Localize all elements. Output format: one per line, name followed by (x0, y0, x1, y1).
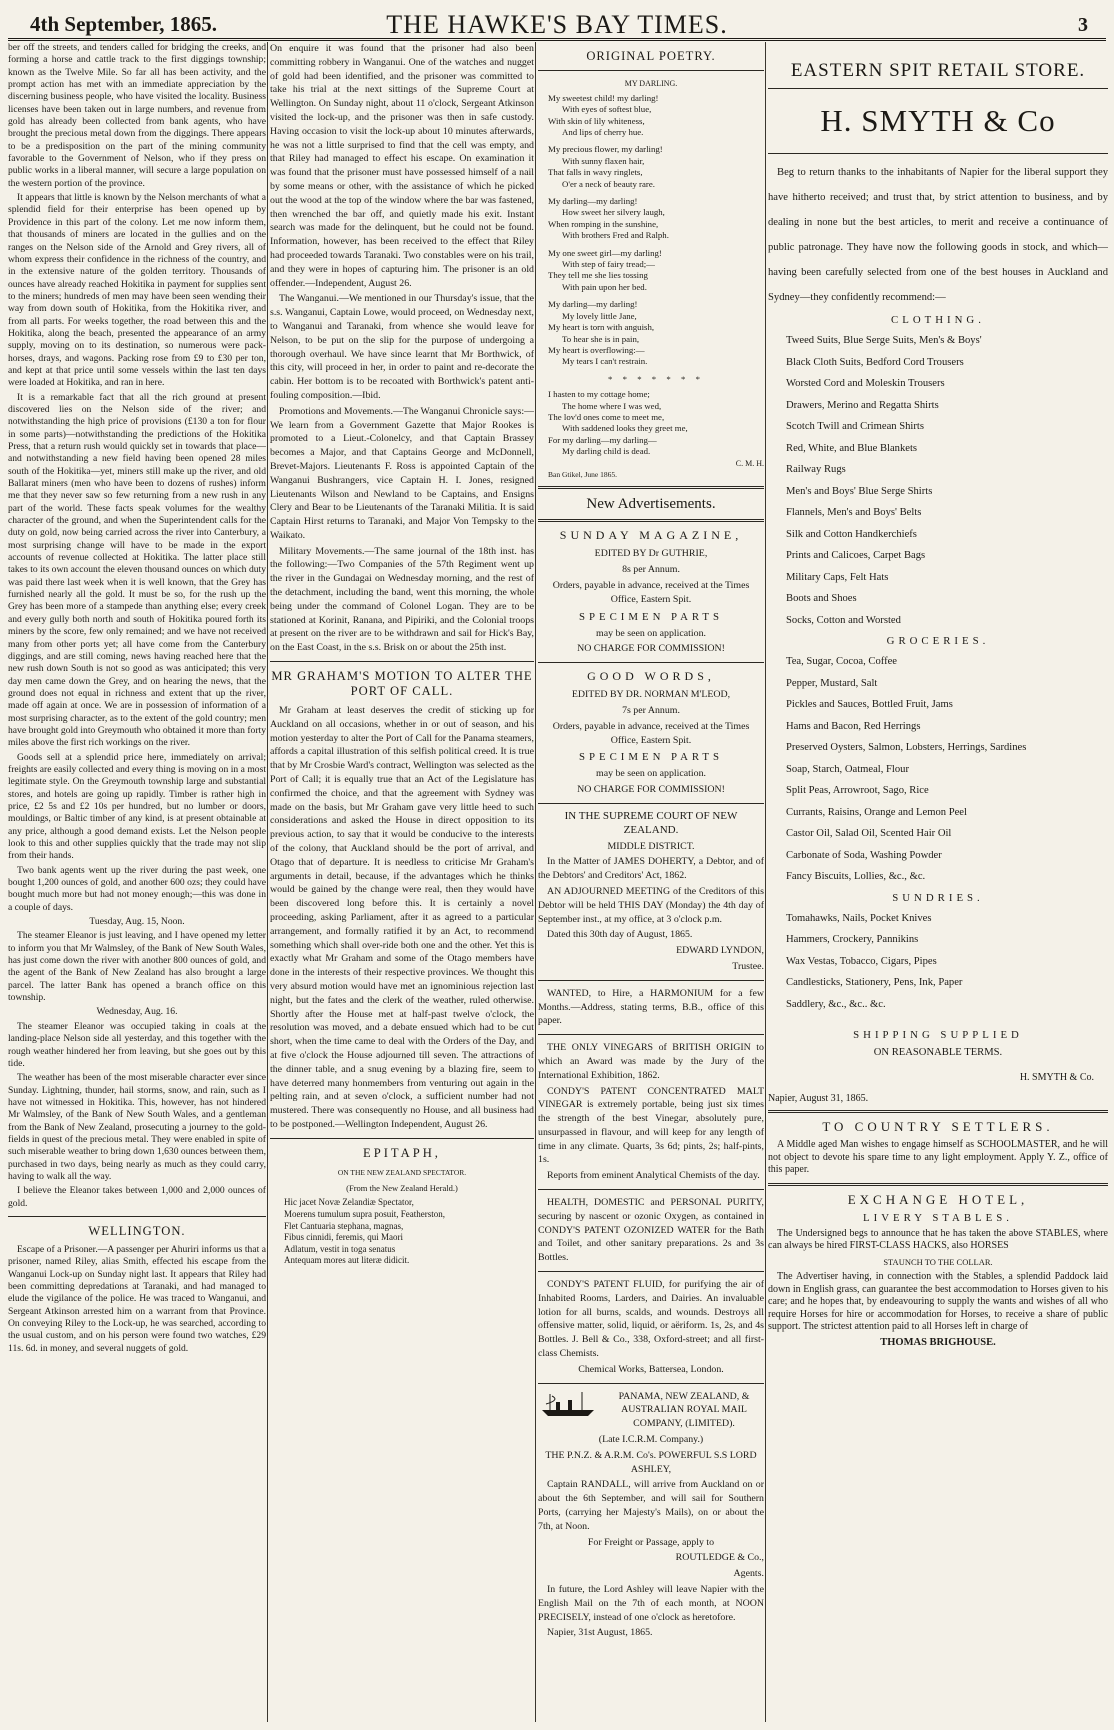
column-rule (765, 42, 766, 1722)
ad-title: IN THE SUPREME COURT OF NEW ZEALAND. (564, 809, 738, 836)
terms-line: ON REASONABLE TERMS. (873, 1047, 1003, 1058)
ad-line: 8s per Annum. (622, 564, 680, 576)
divider (538, 1034, 764, 1035)
ad-line: Orders, payable in advance, received at the Times Office, Eastern Spit. (552, 579, 750, 605)
poem-line: They tell me she lies tossing (548, 270, 648, 281)
ad-title: SUNDAY MAGAZINE, (559, 528, 743, 543)
poem-line: With pain upon her bed. (562, 281, 647, 292)
column-rule (267, 42, 268, 1722)
poem-line: The lov'd ones come to meet me, (548, 411, 665, 422)
ad-body: WANTED, to Hire, a HARMONIUM for a few Months.—Address, stating terms, B.B., office of this paper. (538, 987, 764, 1027)
poem-line: With brothers Fred and Ralph. (562, 230, 669, 241)
subheading: ON THE NEW ZEALAND SPECTATOR. (337, 1167, 467, 1177)
section-heading: ORIGINAL POETRY. (586, 49, 716, 63)
divider (768, 1183, 1108, 1186)
list-item: Saddlery, &c., &c.. &c. (786, 998, 886, 1010)
ad-line: Orders, payable in advance, received at the Times Office, Eastern Spit. (552, 720, 750, 746)
column-4 (768, 42, 1108, 1722)
divider (270, 1138, 534, 1139)
list-item: Military Caps, Felt Hats (786, 571, 889, 583)
poem-line: I hasten to my cottage home; (548, 389, 650, 400)
divider (538, 519, 764, 522)
poem-line: And lips of cherry hue. (562, 127, 644, 138)
list-item: Scotch Twill and Crimean Shirts (786, 421, 924, 432)
ad-body: THE ONLY VINEGARS of BRITISH ORIGIN to which an Award was made by the Jury of the International Exhibition, 1862. (538, 1042, 764, 1081)
ad-line: Dated this 30th day of August, 1865. (547, 929, 693, 941)
list-item: Carbonate of Soda, Washing Powder (786, 849, 942, 861)
divider (538, 1383, 764, 1384)
list-item: Hammers, Crockery, Pannikins (786, 934, 919, 945)
ad-line: (Late I.C.R.M. Company.) (598, 1434, 704, 1446)
firm-name: H. SMYTH & Co (820, 103, 1056, 138)
ad-title: PANAMA, NEW ZEALAND, & AUSTRALIAN ROYAL MAIL COMPANY, (LIMITED). (618, 1390, 750, 1430)
ad-signature: THOMAS BRIGHOUSE. (880, 1336, 996, 1348)
divider (538, 662, 764, 663)
article-paragraph: It is a remarkable fact that all the rich ground at present discovered lies on the Nelson side of the river; and notwithstanding the high price of provisions (£130 a ton for flour in some parts)—notwithstanding the predictions of the Hokitika Press, that a return rush would quickly set in towards that place—and notwithstanding a new field having been opened 28 miles south of the Hokitika—yet, miners still make up the river, and old Ballarat miners (men who have been to dozens of rushes) inform me that they never saw so few returning from a new rush in any part of the world. These facts speak volumes for the wealthy character of the ground, and when the Superintendent calls for the duty on gold, now being carried across the river into Canterbury, a most surprising change will have to be made in the export accounts of revenue collected at Hokitika. The latter place still takes to its own account the eleven thousand ounces on which duty was paid there last week when it is well known, that the Grey has furnished nearly all the gold. It must be so, for the rush up the Grey has been more of a stampede than anything else; every creek and every gully both north and south of Hokitika poured forth its miners by the score, few only remained; and we have not received many from other ports yet; all have come from the Canterbury diggings, and are still coming, news having reached here that the new rush down South is not so good as was anticipated; this very day men came down the Grey, and on hearing the news, that the ground does not equal in richness and extent that up the river, made off again at once. We are in possession of information of a most surprising character, as to the extent of the gold country; men have brought gold into Greymouth who obtained it more than forty miles above the first rich workings on the river. (8, 391, 266, 749)
article-paragraph: Mr Graham at least deserves the credit of sticking up for Auckland on all occasions, whether in or out of season, and his motion yesterday to alter the Port of Call for the Panama steamers, affords a capital illustration of this selfish political creed. It is true that by Mr Crosbie Ward's contract, Wellington was selected as the Port of Call; it is equally true that an Act of the Legislature has confirmed the choice, and that the agreement with Sydney was made on the basis, but Mr Graham gave very little heed to such considerations and asked the House in direct opposition to its previous action, to say that it would be conducive to the interests of the colony, that Auckland should be the port of arrival, and Otago that of departure. It is needless to criticise Mr Graham's arguments in detail, because, if the advantages which he thinks would be gained by the change were real, then they would have been discovered long before this. It is certainly a novel proceeding, asking Parliament, after it as agreed to a particular arrangement, and formally ratified it by an Act, to recommend something which shall over-ride both one and the other. Yet this is exactly what Mr Graham and some of the Otago members have done in the interests of their respective provinces. We thought this very absurd motion would have met an ignominious rejection last night, but the fates and the clerk of the weather, ruled otherwise. Shortly after the House met at half-past twelve o'clock, the resolution was moved, and a debate ensued which had to be cut short, when the time came to deal with the Orders of the Day, and at five o'clock the House adjourned till seven. The attractions of the dinner table, and a snug evening by a blazing fire, seem to have deterred many honmembers from venturing out again in the pelting rain, and at seven o'clock, a sufficient number had not mustered. There was consequently no House, and all business had to be postponed.—Wellington Independent, August 26. (270, 705, 534, 1130)
poem-line: That falls in wavy ringlets, (548, 167, 643, 178)
divider (768, 88, 1108, 89)
list-item: Tomahawks, Nails, Pocket Knives (786, 912, 932, 924)
article-paragraph: Promotions and Movements.—The Wanganui Chronicle says:—We learn from a Government Gazette that Major Rookes is promoted to a Lieut.-Colonelcy, and that Captain Brassey becomes a Major, and that Captains George and McDonnell, Brevet-Majors. Lieutenants F. Ross is appointed Captain of the Wanganui Bushrangers, vice Captain H. I. Jones, resigned Lieutenants Wilson and Newland to be Captains, and Ensigns Clery and Bear to be Lieutenants of the Taranaki Militia. It is said Captain Hirst returns to Taranaki, and Major Von Tempsky to the Waikato. (270, 405, 534, 541)
column-1 (8, 42, 266, 1722)
list-item: Red, White, and Blue Blankets (786, 442, 918, 454)
store-signature: H. SMYTH & Co. (1019, 1072, 1094, 1083)
poem-line: My precious flower, my darling! (548, 144, 663, 155)
poem-line: With eyes of softest blue, (562, 104, 652, 115)
ad-title: TO COUNTRY SETTLERS. (822, 1119, 1054, 1134)
ad-line: 7s per Annum. (622, 704, 680, 716)
list-item: Silk and Cotton Handkerchiefs (786, 528, 917, 540)
store-title: EASTERN SPIT RETAIL STORE. (790, 60, 1086, 81)
poem-line: For my darling—my darling— (548, 434, 657, 445)
poem-line: With step of fairy tread;— (562, 259, 655, 270)
list-item: Candlesticks, Stationery, Pens, Ink, Paper (786, 977, 963, 988)
ad-line: EDITED BY Dr GUTHRIE, (594, 548, 708, 560)
list-item: Pickles and Sauces, Bottled Fruit, Jams (786, 699, 953, 710)
masthead (8, 4, 1106, 41)
ad-line: Chemical Works, Battersea, London. (578, 1363, 724, 1375)
poem-line: My sweetest child! my darling! (548, 92, 659, 103)
article-paragraph: On enquire it was found that the prisoner had also been committing robbery in Wanganui. One of the watches and nugget of gold had been identified, and the prisoner was committed to take his trial at the next sittings of the Supreme Court at Wellington. On Sunday night, about 11 o'clock, Sergeant Atkinson visited the lock-up, and the prisoner was then in safe custody. Having occasion to visit the lock-up about 10 minutes afterwards, he was not a little surprised to find that the cell was empty, and that Riley had managed to effect his escape. On examination it was found that the prisoner must have possessed himself of a nail by some means or other, with the assistance of which he picked out the wood at the top of the window where the bar was fastened, then wrenched the bar off, and quietly made his exit. Instant search was made for the delinquent, but he could not be found. Information, however, has been received to the effect that Riley had proceeded towards Taranaki. Two constables were on his trail, and they were in hopes of capturing him. The prisoner is an old offender.—Independent, August 26. (270, 43, 534, 289)
list-item: Boots and Shoes (786, 593, 857, 604)
column-2 (270, 42, 534, 1722)
article-paragraph: I believe the Eleanor takes between 1,000 and 2,000 ounces of gold. (8, 1185, 266, 1209)
ad-line: STAUNCH TO THE COLLAR. (883, 1256, 993, 1267)
source-note: (From the New Zealand Herald.) (346, 1182, 458, 1193)
verse-line: Fibus cinnidi, feremis, qui Maori (284, 1232, 403, 1243)
poem-title: MY DARLING. (624, 79, 678, 88)
article-paragraph: ber off the streets, and tenders called for bridging the creeks, and forming a horse and cattle track to the first diggings township; known as the Twelve Mile. So far all has been activity, and the prompt action has met with an immediate appreciation by the discerning business people, who have visited the locality. Business licenses have been taken out in large numbers, and revenue from gold has already been collected from bank agents, who have brought the precious metal down from the diggings. There appears to be a predisposition on the part of the mining community favorable to the Government of Nelson, who if they press on public works in a liberal manner, will secure a large population on the western portion of the province. (8, 42, 266, 189)
ad-body: HEALTH, DOMESTIC and PERSONAL PURITY, securing by nascent or ozonic Oxygen, as contained in CONDY'S PATENT OZONIZED WATER for the Bath and Toilet, and other sanitary preparations. 2s and 3s Bottles. (538, 1197, 764, 1264)
poem-line: My one sweet girl—my darling! (548, 247, 662, 258)
poem (548, 93, 764, 481)
newspaper-title: THE HAWKE'S BAY TIMES. (386, 10, 728, 39)
divider (538, 1189, 764, 1190)
ad-line: THE P.N.Z. & A.R.M. Co's. POWERFUL S.S LORD ASHLEY, (545, 1449, 757, 1475)
ad-line: may be seen on application. (596, 627, 706, 639)
poem-line: How sweet her silvery laugh, (562, 207, 665, 218)
dateline: Tuesday, Aug. 15, Noon. (89, 916, 185, 928)
list-item: Railway Rugs (786, 464, 846, 475)
category-heading: CLOTHING. (891, 314, 985, 326)
divider (768, 1110, 1108, 1113)
ad-line: For Freight or Passage, apply to (587, 1536, 715, 1548)
section-heading: EPITAPH, (363, 1145, 441, 1160)
shipping-line: SHIPPING SUPPLIED (853, 1029, 1023, 1041)
divider (538, 980, 764, 981)
new-advertisements-heading: New Advertisements. (586, 496, 716, 513)
verse-line: Adlatum, vestit in toga senatus (284, 1243, 396, 1254)
verse-line: Flet Cantuaria stephana, magnas, (284, 1220, 404, 1231)
list-item: Preserved Oysters, Salmon, Lobsters, Herrings, Sardines (786, 742, 1027, 753)
ad-title: GOOD WORDS, (587, 669, 715, 684)
ad-line: NO CHARGE FOR COMMISSION! (577, 784, 725, 796)
divider (270, 661, 534, 662)
stanza (548, 248, 764, 294)
article-paragraph: It appears that little is known by the Nelson merchants of what a splendid field for their enterprise has been opened up by Providence in this part of the colony. Let me now inform them, that thousands of miners are located in the gullies and on the ranges on the Nelson side of the Arnold and Grey rivers, all of whom express their confidence in the richness of the country, and in the extensive nature of the golden territory. Thousands of ounces have already reached Hokitika in payment for supplies sent to the miners; hundreds of men may have been seen wending their way from down south of Hokitika, from the Hokitika river, and from all parts. For weeks together, the road between this and the Hokitika, along the beach, presented the appearance of an army supply, moving on to its destination, so numerous were pack-horses, drays, and wagons. Packing rose from £9 to £30 per ton, and kept at that price until some vessels within the last ten days were loaded at Hokitika, and ran in here. (8, 192, 266, 389)
list-item: Castor Oil, Salad Oil, Scented Hair Oil (786, 828, 952, 839)
poem-line: With skin of lily whiteness, (548, 115, 645, 126)
divider (768, 153, 1108, 154)
list-item: Men's and Boys' Blue Serge Shirts (786, 485, 933, 497)
stanza (548, 144, 764, 190)
page-number: 3 (1078, 14, 1088, 36)
latin-verse (284, 1197, 534, 1267)
ad-subtitle: LIVERY STABLES. (863, 1211, 1013, 1224)
divider (538, 1271, 764, 1272)
ad-line: SPECIMEN PARTS (578, 751, 724, 764)
list-item: Worsted Cord and Moleskin Trousers (786, 378, 945, 389)
poem-line: To hear she is in pain, (562, 333, 640, 344)
dateline: Wednesday, Aug. 16. (96, 1006, 178, 1018)
category-heading: SUNDRIES. (892, 891, 984, 904)
article-paragraph: Goods sell at a splendid price here, immediately on arrival; freights are easily collected and every thing is moving on in a most legitimate style. On the Greymouth township large and substantial stores, and hotels are going up rapidly. Timber is rather high in price, £2 5s and £2 10s per hundred, but no lumber or doors, mouldings, or Baltic timber of any kind, is at present obtainable at any price, although a good demand exists. Let the Nelson people look to this and other supplies quickly that the trade may not slip from their hands. (8, 751, 266, 862)
list-item: Socks, Cotton and Worsted (786, 614, 901, 626)
poem-line: The home where I was wed, (562, 400, 662, 411)
ad-body: A Middle aged Man wishes to engage himself as SCHOOLMASTER, and he will not object to devote his spare time to any light employment. Apply Y. Z., office of this paper. (768, 1139, 1108, 1175)
poem-signature: C. M. H. (735, 458, 764, 468)
ad-body: The Advertiser having, in connection with the Stables, a splendid Paddock laid down in English grass, can guarantee the best accommodation to Horses given to his care; and he hopes that, by endeavouring to supply the wants and wishes of all who require Horses for hire or accommodation for Horses, to receive a share of public support. The strictest attention paid to all Horses left in charge of (768, 1271, 1108, 1333)
poem-date: Ban Gtikel, June 1865. (548, 469, 617, 479)
list-item: Prints and Calicoes, Carpet Bags (786, 550, 926, 561)
ad-line: EDWARD LYNDON, (676, 945, 764, 957)
ad-body: The Undersigned begs to announce that he has taken the above STABLES, where can always be hired FIRST-CLASS HACKS, also HORSES (768, 1227, 1108, 1251)
ad-body: Reports from eminent Analytical Chemists of the day. (547, 1170, 760, 1182)
divider (538, 803, 764, 804)
article-paragraph: The steamer Eleanor was occupied taking in coals at the landing-place Nelson side all yesterday, and this together with the rough weather hindered her from leaving, but she goes out by this tide. (8, 1020, 266, 1069)
ad-line: may be seen on application. (596, 768, 706, 780)
stanza (548, 389, 764, 457)
article-paragraph: Military Movements.—The same journal of the 18th inst. has the following:—Two Companies of the 57th Regiment went up the river in the Gundagai on Wednesday morning, and the rest of the detachment, including the band, went this morning, the whole being under the command of Colonel Logan. They are to be stationed at Korinit, Ranana, and Pipiriki, and the Colonial troops at present on the river are to be withdrawn and sail for Hick's Bay, on the East Coast, in the s.s. Brisk on or about the 25th inst. (270, 545, 534, 654)
poem-line: My lovely little Jane, (562, 310, 637, 321)
divider (8, 1216, 266, 1217)
ad-body: Captain RANDALL, will arrive from Auckland on or about the 6th September, and will sail for Southern Ports, (carrying her Majesty's Mails), on or about the 7th, at Noon. (538, 1479, 764, 1532)
section-heading: MR GRAHAM'S MOTION TO ALTER THE PORT OF CALL. (271, 669, 533, 699)
list-item: Tweed Suits, Blue Serge Suits, Men's & Boys' (786, 335, 982, 346)
poem-line: My darling—my darling! (548, 299, 638, 310)
poem-line: My tears I can't restrain. (562, 356, 648, 367)
poem-line: My darling—my darling! (548, 196, 638, 207)
ad-line: Agents. (733, 1568, 764, 1580)
steamship-icon (538, 1390, 598, 1418)
stars-separator: * * * * * * * (608, 373, 704, 384)
article-paragraph: The weather has been of the most miserable character ever since Sunday. Lightning, thunder, hail storms, snow, and rain, such as I have not witnessed in Hokitika. This, however, has not hindered Mr Walmsley, of the Bank of New South Wales, and a gentleman from the Bank of New Zealand, prosecuting a journey to the gold-fields in quest of the precious metal. They were enabled in spite of such miserable weather to bring down 1,630 ounces between them, purchased in two days, being nearly as much as they could carry, having to walk all the way. (8, 1072, 266, 1182)
ad-body: In future, the Lord Ashley will leave Napier with the English Mail on the 7th of each month, at NOON PRECISELY, instead of one o'clock as heretofore. (538, 1584, 764, 1623)
store-intro: Beg to return thanks to the inhabitants of Napier for the liberal support they have hitherto received; and trust that, by strict attention to business, and by dealing in none but the best articles, to merit and receive a continuance of public patronage. They have now the following goods in stock, and which—having been carefully selected from one of the best houses in Auckland and Sydney—they confidently recommend:— (768, 167, 1108, 303)
column-3 (538, 42, 764, 1722)
list-item: Soap, Starch, Oatmeal, Flour (786, 763, 909, 775)
poem-line: With saddened looks they greet me, (562, 423, 688, 434)
ad-title: EXCHANGE HOTEL, (847, 1191, 1029, 1207)
ad-line: EDITED BY DR. NORMAN M'LEOD, (571, 689, 731, 701)
list-item: Flannels, Men's and Boys' Belts (786, 507, 922, 518)
ad-line: AN ADJOURNED MEETING of the Creditors of this Debtor will be held THIS DAY (Monday) the 4th day of September inst., at my office, at 3 o'clock p.m. (538, 885, 764, 925)
verse-line: Antequam mores aut literæ didicit. (284, 1255, 410, 1266)
list-item: Split Peas, Arrowroot, Sago, Rice (786, 785, 929, 796)
stanza (548, 93, 764, 139)
poem-line: My heart is overflowing:— (548, 344, 645, 355)
list-item: Currants, Raisins, Orange and Lemon Peel (786, 806, 967, 818)
list-item: Pepper, Mustard, Salt (786, 677, 878, 689)
poem-line: O'er a neck of beauty rare. (562, 178, 655, 189)
ad-line: MIDDLE DISTRICT. (607, 840, 695, 852)
ad-line: Trustee. (732, 960, 764, 972)
article-paragraph: The Wanganui.—We mentioned in our Thursday's issue, that the s.s. Wanganui, Captain Lowe, would proceed, on Wednesday next, to Wanganui and Taranaki, from whence she would leave for Nelson, to be put on the slip for the purpose of undergoing a thorough overhaul. We have since learnt that Mr Borthwick, of this city, will proceed in her, in order to paint and re-decorate the cabin. Her bottom is to be recoated with Borthwick's patent anti-fouling composition.—Ibid. (270, 293, 534, 401)
divider (538, 486, 764, 489)
poem-line: When romping in the sunshine, (548, 218, 659, 229)
verse-line: Moerens tumulum supra posuit, Featherston, (284, 1208, 445, 1219)
ad-body: CONDY'S PATENT FLUID, for purifying the air of Inhabited Rooms, Larders, and Dairies. An invaluable lotion for all burns, scalds, and wounds. Destroys all offensive matter, solid, liquid, or aëriform. 1s, 2s, and 4s Bottles. J. Bell & Co., 338, Oxford-street; and all first-class Chemists. (538, 1279, 764, 1360)
issue-date: 4th September, 1865. (30, 12, 218, 36)
list-item: Wax Vestas, Tobacco, Cigars, Pipes (786, 955, 937, 967)
article-paragraph: The steamer Eleanor is just leaving, and I have opened my letter to inform you that Mr Walmsley, of the Bank of New South Wales, has just come down the river with another 800 ounces of gold, and the agent of the Bank of New Zealand has also brought a large parcel. The latter Bank has opened a branch office on this township. (8, 930, 266, 1004)
column-rule (535, 42, 536, 1722)
ad-line: Napier, 31st August, 1865. (547, 1627, 653, 1639)
ad-line: SPECIMEN PARTS (578, 610, 724, 623)
category-heading: GROCERIES. (886, 635, 990, 647)
stanza (548, 299, 764, 367)
poem-line: My darling child is dead. (562, 446, 651, 457)
section-heading: WELLINGTON. (88, 1223, 186, 1238)
list-item: Black Cloth Suits, Bedford Cord Trousers (786, 356, 964, 368)
store-date: Napier, August 31, 1865. (768, 1093, 869, 1104)
list-item: Fancy Biscuits, Lollies, &c., &c. (786, 871, 926, 882)
ad-line: In the Matter of JAMES DOHERTY, a Debtor, and of the Debtors' and Creditors' Act, 1862. (538, 856, 764, 882)
poem-line: With sunny flaxen hair, (562, 155, 645, 166)
article-paragraph: Escape of a Prisoner.—A passenger per Ahuriri informs us that a prisoner, named Riley, alias Smith, effected his escape from the Wanganui Lock-up on Sunday night last. It appears that Riley had been committing depredations at Taranaki, and had managed to elude the vigilance of the police. He was traced to Wanganui, and Sergeant Atkinson arrested him on a warrant from that Province. On conveying Riley to the Lock-up, he was searched, according to the usual custom, and on his person were found two watches, £29 11s. 6d. in money, and several nuggets of gold. (8, 1243, 266, 1354)
list-item: Hams and Bacon, Red Herrings (786, 720, 921, 732)
ad-line: NO CHARGE FOR COMMISSION! (577, 643, 725, 655)
stanza (548, 196, 764, 242)
poem-line: My heart is torn with anguish, (548, 322, 655, 333)
list-item: Drawers, Merino and Regatta Shirts (786, 399, 939, 411)
article-paragraph: Two bank agents went up the river during the past week, one bought 1,200 ounces of gold, and another 600 ozs; they could have bought much more but had not money enough;—this was done in a couple of days. (8, 864, 266, 913)
divider (538, 70, 764, 71)
verse-line: Hic jacet Novæ Zelandiæ Spectator, (284, 1197, 414, 1208)
ad-body: CONDY'S PATENT CONCENTRATED MALT VINEGAR is extremely portable, being just six times the strength of the best Vinegar, absolutely pure, unsurpassed in flavour, and will keep for any length of time in any climate. Quarts, 3s 6d; pints, 2s; half-pints, 1s. (538, 1085, 764, 1166)
list-item: Tea, Sugar, Cocoa, Coffee (786, 656, 898, 667)
ad-line: ROUTLEDGE & Co., (675, 1552, 764, 1564)
